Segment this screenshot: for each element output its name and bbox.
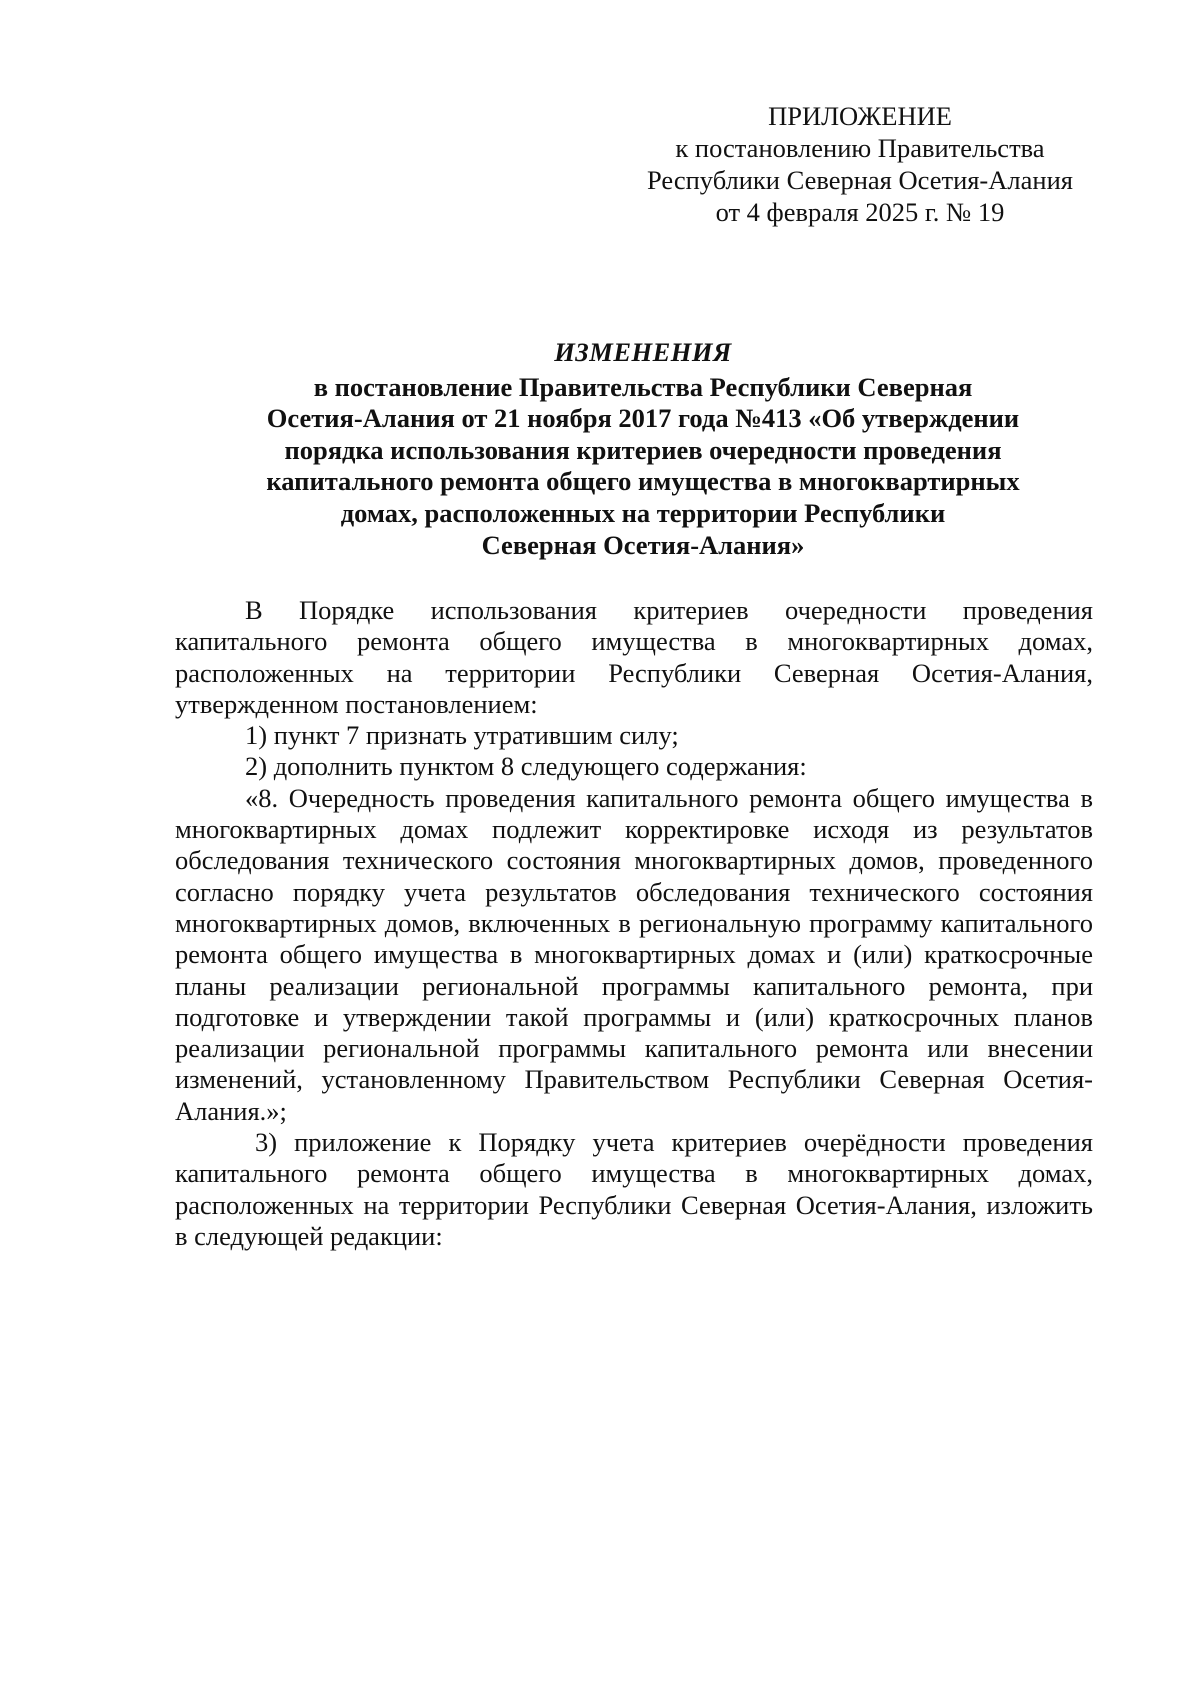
body-paragraph-intro: В Порядке использования критериев очередности проведения капитального ремонта общего имущества в многоквартирных домах, расположенных на территории Республики Северная Осетия-Алания, утвержденном постановлением: bbox=[175, 595, 1093, 719]
title-subline: порядка использования критериев очередности проведения bbox=[284, 434, 1002, 465]
appendix-date-number: от 4 февраля 2025 г. № 19 bbox=[715, 197, 1005, 227]
title-subline: в постановление Правительства Республики Северная bbox=[313, 371, 973, 402]
appendix-reference-line: к постановлению Правительства bbox=[675, 133, 1045, 163]
title-subline: Осетия-Алания от 21 ноября 2017 года №413 «Об утверждении bbox=[266, 403, 1020, 434]
body-item-1: 1) пункт 7 признать утратившим силу; bbox=[245, 720, 679, 751]
title-subline: домах, расположенных на территории Республики bbox=[340, 497, 946, 528]
body-paragraph-point-8: «8. Очередность проведения капитального ремонта общего имущества в многоквартирных домах подлежит корректировке исходя из результатов обследования технического состояния многоквартирных домов, проведенного согласно порядку учета результатов обследования технического состояния многоквартирных домов, включенных в региональную программу капитального ремонта общего имущества в многоквартирных домах и (или) краткосрочные планы реализации региональной программы капитального ремонта, при подготовке и утверждении такой программы и (или) краткосрочных планов реализации региональной программы капитального ремонта или внесении изменений, установленному Правительством Республики Северная Осетия-Алания.»; bbox=[175, 782, 1093, 1126]
appendix-republic-line: Республики Северная Осетия-Алания bbox=[647, 165, 1073, 195]
appendix-header bbox=[600, 100, 1120, 228]
document-title bbox=[172, 337, 1114, 561]
title-main: ИЗМЕНЕНИЯ bbox=[554, 337, 732, 367]
title-subline: капитального ремонта общего имущества в многоквартирных bbox=[266, 466, 1020, 497]
title-subline: Северная Осетия-Алания» bbox=[481, 529, 805, 560]
body-item-2: 2) дополнить пунктом 8 следующего содержания: bbox=[245, 751, 807, 782]
document-body bbox=[175, 595, 1093, 1252]
appendix-label: ПРИЛОЖЕНИЕ bbox=[768, 101, 952, 131]
body-item-3: 3) приложение к Порядку учета критериев очерёдности проведения капитального ремонта общего имущества в многоквартирных домах, расположенных на территории Республики Северная Осетия-Алания, изложить в следующей редакции: bbox=[175, 1127, 1093, 1251]
